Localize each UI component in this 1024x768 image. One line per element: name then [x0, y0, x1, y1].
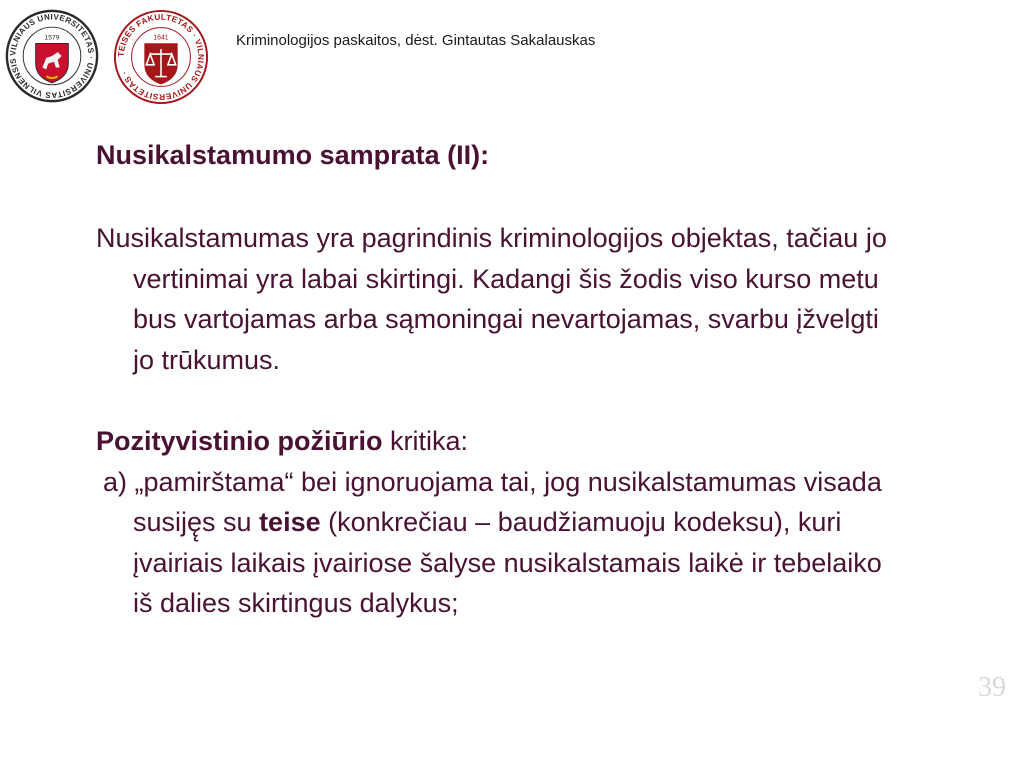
svg-text:TEISĖS FAKULTETAS · VILNIAUS U: TEISĖS FAKULTETAS · VILNIAUS UNIVERSITETAS · [116, 12, 206, 102]
list-item-a [96, 462, 906, 624]
intro-paragraph: Nusikalstamumas yra pagrindinis kriminologijos objektas, tačiau jo vertinimai yra labai skirtingi. Kadangi šis žodis viso kurso metu bus vartojamas arba sąmoningai nevartojamas, svarbu įžvelgti jo trūkumus. [96, 223, 887, 375]
slide-number: 39 [978, 672, 1006, 703]
criticism-heading-bold: Pozityvistinio požiūrio [96, 425, 383, 456]
vilnius-university-logo [4, 8, 100, 104]
spacer [96, 380, 906, 421]
list-item-a-part1: a) „pamirštama“ bei ignoruojama tai, jog nusikalstamumas visada susiję̨s su [103, 466, 882, 538]
list-item-a-part2: (konkrečiau – baudžiamuoju kodeksu), kuri įvairiais laikais įvairiose šalyse nusikalstamais laikė ir tebelaiko iš dalies skirtingus dalykus; [133, 507, 882, 619]
svg-text:1579: 1579 [44, 34, 60, 42]
svg-text:VILNIAUS UNIVERSITETAS · UNIVE: VILNIAUS UNIVERSITETAS · UNIVERSITAS VILNENSIS [8, 12, 96, 100]
list-item-a-bold: teise [259, 507, 321, 538]
course-header: Kriminologijos paskaitos, dėst. Gintautas Sakalauskas [236, 32, 596, 49]
slide-body [96, 218, 906, 624]
shield-icon [36, 44, 69, 83]
slide-title: Nusikalstamumo samprata (II): [96, 140, 490, 170]
law-faculty-logo [112, 8, 210, 106]
criticism-heading [96, 421, 906, 462]
criticism-heading-rest: kritika: [382, 425, 469, 456]
svg-text:1641: 1641 [153, 34, 169, 42]
